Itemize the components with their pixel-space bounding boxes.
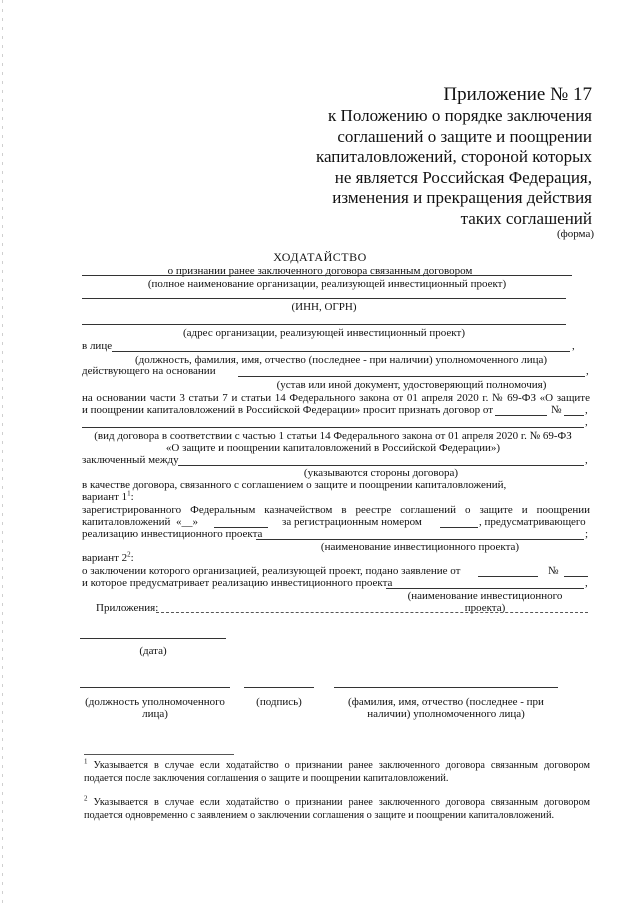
address-caption: (адрес организации, реализующей инвестиционный проект): [183, 327, 465, 339]
variant-1-text: , предусматривающего: [479, 516, 586, 528]
variant-1-text: реализацию инвестиционного проекта: [82, 528, 263, 540]
org-name-field[interactable]: [82, 275, 572, 276]
footnote-2: $^2$ Указывается в случае если ходатайство о признании ранее заключенного договора связанным договором подается одновременно с заявлением о заключении соглашения о защите и поощрении капиталовложений.: [84, 794, 590, 821]
full-name-field[interactable]: [334, 687, 558, 688]
number-sign: №: [548, 565, 559, 577]
representative-caption: (должность, фамилия, имя, отчество (последнее - при наличии) уполномоченного лица): [134, 354, 548, 366]
contract-type-caption: (вид договора в соответствии с частью 1 статьи 14 Федерального закона от 01 апреля 2020 г. № 69-ФЗ: [94, 430, 572, 442]
variant-1-day: «__»: [176, 516, 198, 528]
inn-ogrn-caption: (ИНН, ОГРН): [291, 301, 357, 313]
registration-number-field[interactable]: [440, 527, 478, 528]
charter-field[interactable]: [238, 376, 585, 377]
date-caption: (дата): [139, 645, 167, 657]
signature-caption: (подпись): [256, 696, 302, 708]
charter-caption: (устав или иной документ, удостоверяющий полномочия): [276, 379, 547, 391]
signature-field[interactable]: [244, 687, 314, 688]
contract-type-caption: «О защите и поощрении капиталовложений в Российской Федерации»): [165, 442, 501, 454]
org-name-caption: (полное наименование организации, реализующей инвестиционный проект): [147, 278, 507, 290]
appendix-line: изменения и прекращения действия: [332, 188, 592, 207]
footnote-separator: [84, 754, 234, 755]
scan-edge: [2, 0, 3, 905]
appendix-line: капиталовложений, стороной которых: [315, 147, 592, 166]
project-name-caption: (наименование инвестиционного проекта): [320, 541, 520, 553]
document-subtitle: о признании ранее заключенного договора связанным договором: [167, 265, 473, 277]
punctuation: ,: [585, 454, 588, 466]
footnote-mark: 2: [84, 794, 88, 803]
variant-2-label: вариант $2^2$:: [82, 550, 134, 564]
appendix-header: [316, 84, 592, 229]
punctuation: ,: [585, 577, 588, 589]
date-field[interactable]: [80, 638, 226, 639]
concluded-between-label: заключенный между: [82, 454, 179, 466]
basis-text: и поощрении капиталовложений в Российской Федерации» просит признать договор от: [82, 404, 494, 416]
variant-1-text: капиталовложений: [82, 516, 171, 528]
inn-ogrn-field[interactable]: [82, 298, 566, 299]
appendix-line: не является Российская Федерация,: [334, 167, 592, 187]
appendix-line: к Положению о порядке заключения: [328, 106, 592, 125]
project-name-field[interactable]: [256, 539, 584, 540]
punctuation: ,: [586, 365, 589, 377]
contract-number-field[interactable]: [564, 415, 584, 416]
representative-field[interactable]: [112, 351, 570, 352]
attachments-field[interactable]: [156, 612, 588, 613]
project-name-caption-2: (наименование инвестиционного проекта): [407, 590, 563, 614]
position-caption: (должность уполномоченного лица): [85, 696, 225, 720]
contract-date-field[interactable]: [495, 415, 547, 416]
punctuation: ,: [585, 404, 588, 416]
appendix-number: Приложение № 17: [443, 84, 592, 105]
variant-1-label: вариант $1^1$:: [82, 489, 134, 503]
appendix-line: соглашений о защите и поощрении: [337, 126, 592, 146]
footnote-1: $^1$ Указывается в случае если ходатайство о признании ранее заключенного договора связанным договором подается после заключения соглашения о защите и поощрении капиталовложений.: [84, 757, 590, 784]
form-label: (форма): [556, 228, 594, 240]
variant-2-text: о заключении которого организацией, реализующей проект, подано заявление от: [82, 565, 461, 577]
variant-1-text: зарегистрированного Федеральным казначейством в реестре соглашений о защите и поощрении: [82, 504, 590, 516]
punctuation: ,: [572, 340, 575, 352]
acting-label: действующего на основании: [82, 365, 216, 377]
document-title: ХОДАТАЙСТВО: [273, 250, 367, 264]
full-name-caption: (фамилия, имя, отчество (последнее - при наличии) уполномоченного лица): [348, 696, 544, 720]
variant-1-text: за регистрационным номером: [282, 516, 422, 528]
variant-2-text: и которое предусматривает реализацию инвестиционного проекта: [82, 577, 393, 589]
as-contract-text: в качестве договора, связанного с соглашением о защите и поощрении капиталовложений,: [82, 479, 507, 491]
parties-field[interactable]: [178, 465, 584, 466]
position-field[interactable]: [80, 687, 230, 688]
parties-caption: (указываются стороны договора): [303, 467, 459, 479]
basis-text: на основании части 3 статьи 7 и статьи 14 Федерального закона от 01 апреля 2020 г. № 69-ФЗ «О защите: [82, 392, 590, 404]
footnote-mark: 1: [84, 757, 88, 766]
address-field[interactable]: [82, 324, 566, 325]
appendix-line: таких соглашений: [460, 208, 592, 228]
contract-type-field[interactable]: [82, 427, 584, 428]
punctuation: ,: [585, 416, 588, 428]
in-person-label: в лице: [82, 340, 113, 352]
application-date-field[interactable]: [478, 576, 538, 577]
project-name-field-2[interactable]: [386, 588, 584, 589]
number-sign: №: [551, 404, 562, 416]
attachments-label: Приложения:: [96, 602, 159, 614]
punctuation: ;: [585, 528, 589, 540]
